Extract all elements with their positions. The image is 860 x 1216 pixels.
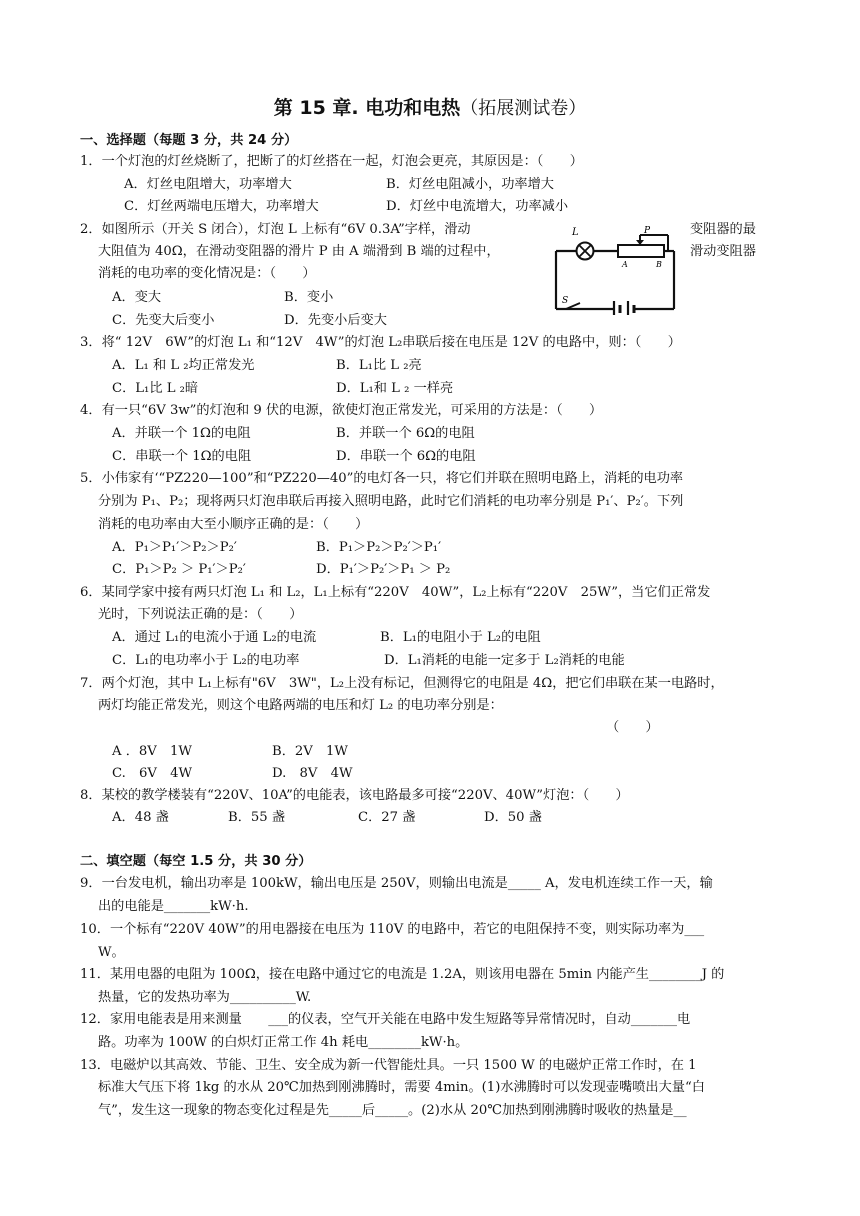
q3-option-a: A．L₁ 和 L ₂均正常发光	[112, 358, 255, 373]
q8-option-b: B．55 盏	[228, 810, 286, 825]
q4-option-a: A．并联一个 1Ω的电阻	[112, 426, 251, 441]
q2-line2-right: 滑动变阻器	[690, 244, 756, 259]
fig-label-s: S	[562, 296, 569, 306]
q7-line2: 两灯均能正常发光，则这个电路两端的电压和灯 L₂ 的电功率分别是：	[98, 698, 503, 713]
q5-option-c: C．P₁＞P₂ ＞ P₁′＞P₂′	[112, 562, 246, 577]
q6-option-b: B．L₁的电阻小于 L₂的电阻	[380, 630, 541, 645]
q11-line2: 热量，它的发热功率为__________W.	[98, 990, 312, 1005]
q4-stem: 4．有一只“6V 3w”的灯泡和 9 伏的电源，欲使灯泡正常发光，可采用的方法是：（ ）	[80, 403, 603, 418]
q2-line3: 消耗的电功率的变化情况是：（ ）	[98, 266, 316, 281]
q1-option-a: A．灯丝电阻增大，功率增大	[124, 177, 292, 192]
q5-option-b: B．P₁＞P₂＞P₂′＞P₁′	[316, 540, 442, 555]
q2-option-d: D．先变小后变大	[284, 313, 387, 328]
q3-stem: 3．将“ 12V 6W”的灯泡 L₁ 和“12V 4W”的灯泡 L₂串联后接在电压是 12V 的电路中，则：（ ）	[80, 335, 681, 350]
battery-icon	[614, 301, 634, 315]
q2-option-c: C．先变大后变小	[112, 313, 215, 328]
title-main: 第 15 章. 电功和电热	[273, 97, 461, 119]
q5-line3: 消耗的电功率由大至小顺序正确的是：（ ）	[98, 517, 369, 532]
q2-line2: 大阻值为 40Ω，在滑动变阻器的滑片 P 由 A 端滑到 B 端的过程中，	[98, 244, 500, 259]
q11-line1: 11．某用电器的电阻为 100Ω，接在电路中通过它的电流是 1.2A，则该用电器在 5min 内能产生________J 的	[80, 967, 725, 982]
q3-option-b: B．L₁比 L ₂亮	[336, 358, 422, 373]
q5-option-a: A．P₁＞P₁′＞P₂＞P₂′	[112, 540, 237, 555]
q7-option-a: A ．8V 1W	[112, 744, 192, 759]
q2-option-b: B．变小	[284, 290, 334, 305]
q8-option-a: A．48 盏	[112, 810, 169, 825]
fig-label-b: B	[656, 260, 662, 269]
q7-answer-bracket: （ ）	[606, 720, 659, 735]
q1-option-b: B．灯丝电阻减小，功率增大	[386, 177, 554, 192]
q4-option-c: C．串联一个 1Ω的电阻	[112, 449, 252, 464]
q10-line2: W。	[98, 945, 125, 960]
q1-option-d: D．灯丝中电流增大，功率减小	[386, 199, 569, 214]
title-sub: （拓展测试卷）	[460, 98, 587, 119]
q1-stem: 1．一个灯泡的灯丝烧断了，把断了的灯丝搭在一起，灯泡会更亮，其原因是：（ ）	[80, 154, 583, 169]
q12-line1: 12．家用电能表是用来测量 ___的仪表，空气开关能在电路中发生短路等异常情况时，自动_______电	[80, 1012, 691, 1027]
section-heading-fill: 二、填空题（每空 1.5 分，共 30 分）	[80, 854, 312, 869]
q6-line1: 6．某同学家中接有两只灯泡 L₁ 和 L₂，L₁上标有“220V 40W”，L₂上标有“220V 25W”，当它们正常发	[80, 585, 711, 600]
q10-line1: 10．一个标有“220V 40W”的用电器接在电压为 110V 的电路中，若它的电阻保持不变，则实际功率为___	[80, 922, 705, 937]
q13-line1: 13．电磁炉以其高效、节能、卫生、安全成为新一代智能灶具。一只 1500 W 的电磁炉正常工作时，在 1	[80, 1058, 697, 1073]
q2-line1: 2．如图所示（开关 S 闭合），灯泡 L 上标有“6V 0.3A”字样，滑动	[80, 222, 471, 237]
q4-option-d: D．串联一个 6Ω的电阻	[336, 449, 476, 464]
q6-option-c: C．L₁的电功率小于 L₂的电功率	[112, 653, 300, 668]
q5-line1: 5．小伟家有‘“PZ220—100”和“PZ220—40”的电灯各一只，将它们并联在照明电路上，消耗的电功率	[80, 471, 684, 486]
page-title	[0, 93, 860, 120]
q8-option-d: D．50 盏	[484, 810, 542, 825]
q1-option-c: C．灯丝两端电压增大，功率增大	[124, 199, 319, 214]
section-heading-choice: 一、选择题（每题 3 分，共 24 分）	[80, 133, 298, 148]
q3-option-c: C．L₁比 L ₂暗	[112, 381, 199, 396]
fig-label-a: A	[622, 260, 628, 269]
lamp-icon	[577, 243, 594, 260]
q8-stem: 8．某校的教学楼装有“220V、10A”的电能表，该电路最多可接“220V、40W”灯泡：（ ）	[80, 788, 629, 803]
q4-option-b: B．并联一个 6Ω的电阻	[336, 426, 475, 441]
q6-line2: 光时，下列说法正确的是：（ ）	[98, 607, 303, 622]
q9-line2: 出的电能是_______kW·h.	[98, 899, 249, 914]
q6-option-a: A．通过 L₁的电流小于通 L₂的电流	[112, 630, 317, 645]
q7-option-c: C. 6V 4W	[112, 766, 193, 781]
q13-line2: 标准大气压下将 1kg 的水从 20℃加热到刚沸腾时，需要 4min。(1)水沸腾时可以发现壶嘴喷出大量“白	[98, 1080, 705, 1095]
q5-option-d: D．P₁′＞P₂′＞P₁ ＞ P₂	[316, 562, 451, 577]
q3-option-d: D．L₁和 L ₂ 一样亮	[336, 381, 454, 396]
q6-option-d: D．L₁消耗的电能一定多于 L₂消耗的电能	[384, 653, 625, 668]
q7-option-d: D. 8V 4W	[272, 766, 353, 781]
rheostat-icon	[618, 235, 668, 257]
fig-label-l: L	[572, 227, 579, 238]
q7-option-b: B．2V 1W	[272, 744, 348, 759]
q9-line1: 9．一台发电机，输出功率是 100kW，输出电压是 250V，则输出电流是_____ A，发电机连续工作一天，输	[80, 876, 713, 891]
circuit-diagram	[552, 223, 680, 315]
fig-label-p: P	[644, 226, 651, 236]
q12-line2: 路。功率为 100W 的白炽灯正常工作 4h 耗电________kW·h。	[98, 1035, 469, 1050]
q2-option-a: A．变大	[112, 290, 162, 305]
q8-option-c: C．27 盏	[358, 810, 416, 825]
q2-line1-right: 变阻器的最	[690, 222, 756, 237]
q13-line3: 气”，发生这一现象的物态变化过程是先_____后_____。(2)水从 20℃加热到刚沸腾时吸收的热量是__	[98, 1103, 687, 1118]
q5-line2: 分别为 P₁、P₂；现将两只灯泡串联后再接入照明电路，此时它们消耗的电功率分别是 P₁′、P₂′。下列	[98, 494, 684, 509]
q7-line1: 7．两个灯泡，其中 L₁上标有"6V 3W"，L₂上没有标记，但测得它的电阻是 4Ω，把它们串联在某一电路时，	[80, 676, 724, 691]
